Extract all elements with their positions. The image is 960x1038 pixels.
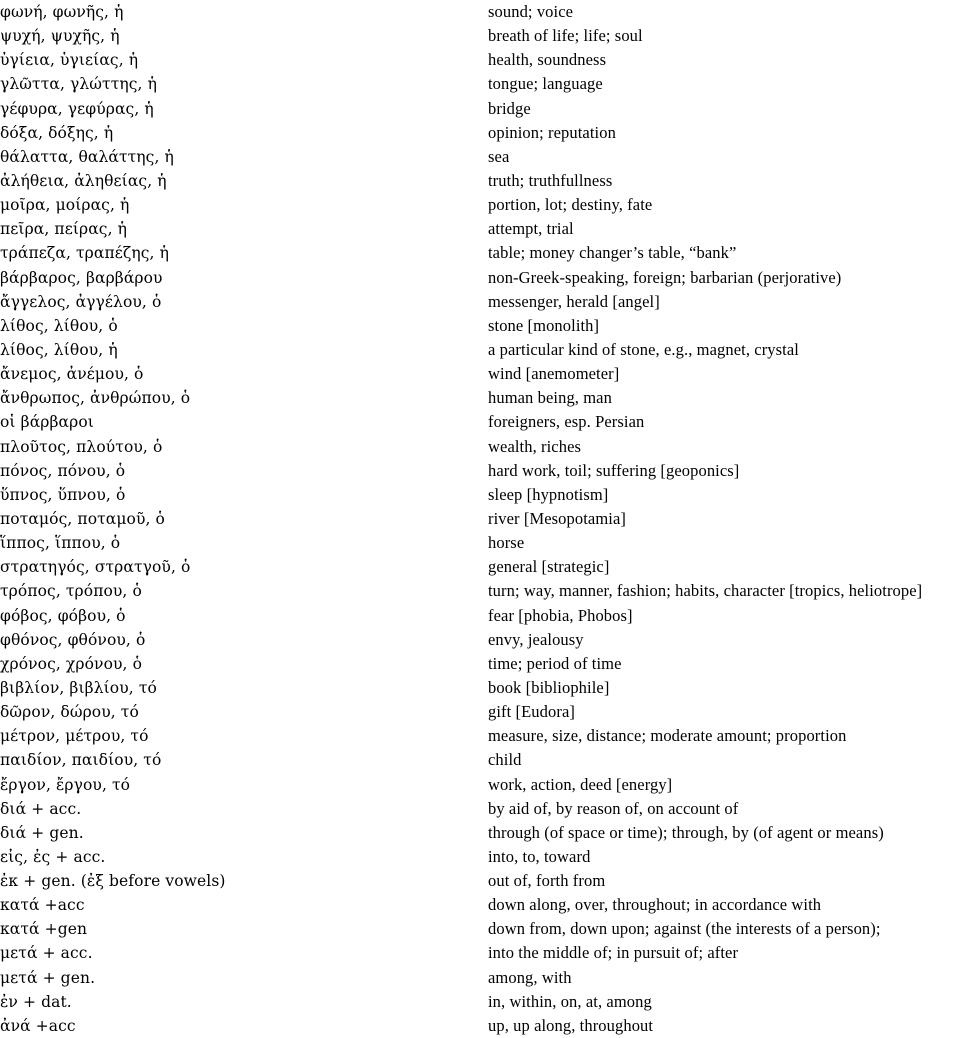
vocab-row xyxy=(0,483,960,507)
greek-term: πόνος, πόνου, ὁ xyxy=(0,461,126,480)
vocab-row xyxy=(0,362,960,386)
english-definition: sea xyxy=(488,146,510,166)
vocab-row xyxy=(0,338,960,362)
greek-term: κατά +gen xyxy=(0,920,88,939)
greek-term: χρόνος, χρόνου, ὁ xyxy=(0,654,143,673)
vocab-row xyxy=(0,72,960,96)
greek-term: δόξα, δόξης, ἡ xyxy=(0,123,114,142)
vocab-row xyxy=(0,386,960,410)
english-definition: portion, lot; destiny, fate xyxy=(488,195,653,215)
english-definition: attempt, trial xyxy=(488,219,574,239)
vocab-row xyxy=(0,97,960,121)
greek-term: ἄνθρωπος, ἀνθρώπου, ὁ xyxy=(0,389,191,408)
english-definition: opinion; reputation xyxy=(488,122,616,142)
greek-term: ἐκ + gen. (ἐξ before vowels) xyxy=(0,872,226,891)
greek-term: γέφυρα, γεφύρας, ἡ xyxy=(0,99,154,118)
english-definition: wealth, riches xyxy=(488,436,582,456)
english-definition: bridge xyxy=(488,98,531,118)
greek-term: ἔργον, ἔργου, τό xyxy=(0,775,131,794)
greek-term: στρατηγός, στρατγοῦ, ὁ xyxy=(0,558,191,577)
english-definition: table; money changer’s table, “bank” xyxy=(488,243,737,263)
greek-term: θάλαττα, θαλάττης, ἡ xyxy=(0,147,174,166)
greek-term: δῶρον, δώρου, τό xyxy=(0,703,139,722)
vocab-row xyxy=(0,145,960,169)
greek-term: πεῖρα, πείρας, ἡ xyxy=(0,220,128,239)
vocab-row xyxy=(0,966,960,990)
greek-term: ἵππος, ἵππου, ὁ xyxy=(0,534,121,553)
greek-term: διά + acc. xyxy=(0,799,82,818)
greek-term: οἱ βάρβαροι xyxy=(0,413,94,432)
vocab-row xyxy=(0,797,960,821)
greek-term: λίθος, λίθου, ὁ xyxy=(0,316,118,335)
vocab-row xyxy=(0,121,960,145)
greek-term: ἄνεμος, ἀνέμου, ὁ xyxy=(0,365,144,384)
greek-term: ψυχή, ψυχῆς, ἡ xyxy=(0,27,120,46)
english-definition: breath of life; life; soul xyxy=(488,26,643,46)
english-definition: time; period of time xyxy=(488,653,622,673)
english-definition: wind [anemometer] xyxy=(488,364,620,384)
english-definition: human being, man xyxy=(488,388,612,408)
vocab-row xyxy=(0,579,960,603)
vocab-row xyxy=(0,531,960,555)
vocab-row xyxy=(0,845,960,869)
vocab-row xyxy=(0,314,960,338)
greek-term: φωνή, φωνῆς, ἡ xyxy=(0,3,124,21)
english-definition: up, up along, throughout xyxy=(488,1015,654,1035)
vocab-row xyxy=(0,604,960,628)
vocab-row xyxy=(0,507,960,531)
english-definition: stone [monolith] xyxy=(488,315,600,335)
greek-term: ὑγίεια, ὑγιείας, ἡ xyxy=(0,51,139,70)
vocab-row xyxy=(0,266,960,290)
greek-term: ἀλήθεια, ἀληθείας, ἡ xyxy=(0,171,167,190)
vocab-row xyxy=(0,459,960,483)
greek-term: πλοῦτος, πλούτου, ὁ xyxy=(0,437,163,456)
vocab-row xyxy=(0,676,960,700)
english-definition: envy, jealousy xyxy=(488,629,584,649)
english-definition: truth; truthfullness xyxy=(488,170,613,190)
greek-term: ἄγγελος, ἀγγέλου, ὁ xyxy=(0,292,162,311)
vocab-row xyxy=(0,241,960,265)
greek-term: βάρβαρος, βαρβάρου xyxy=(0,268,163,287)
vocab-row xyxy=(0,941,960,965)
greek-term: ὕπνος, ὕπνου, ὁ xyxy=(0,485,126,504)
greek-term: βιβλίον, βιβλίου, τό xyxy=(0,678,157,697)
vocab-row xyxy=(0,628,960,652)
english-definition: messenger, herald [angel] xyxy=(488,291,660,311)
vocab-row xyxy=(0,169,960,193)
vocab-row xyxy=(0,821,960,845)
vocab-row xyxy=(0,869,960,893)
vocab-row xyxy=(0,773,960,797)
greek-term: παιδίον, παιδίου, τό xyxy=(0,751,162,770)
greek-term: μετά + acc. xyxy=(0,944,93,963)
english-definition: tongue; language xyxy=(488,74,603,94)
english-definition: foreigners, esp. Persian xyxy=(488,412,645,432)
english-definition: horse xyxy=(488,533,525,553)
greek-term: μετά + gen. xyxy=(0,968,96,987)
vocab-row xyxy=(0,724,960,748)
english-definition: into the middle of; in pursuit of; after xyxy=(488,943,739,963)
vocab-row xyxy=(0,24,960,48)
english-definition: into, to, toward xyxy=(488,846,591,866)
greek-term: μέτρον, μέτρου, τό xyxy=(0,727,149,746)
english-definition: river [Mesopotamia] xyxy=(488,508,626,528)
english-definition: down from, down upon; against (the interests of a person); xyxy=(488,919,881,939)
english-definition: work, action, deed [energy] xyxy=(488,774,673,794)
greek-term: διά + gen. xyxy=(0,823,84,842)
english-definition: measure, size, distance; moderate amount; proportion xyxy=(488,726,847,746)
greek-term: τρόπος, τρόπου, ὁ xyxy=(0,582,142,601)
english-definition: in, within, on, at, among xyxy=(488,991,652,1011)
english-definition: by aid of, by reason of, on account of xyxy=(488,798,739,818)
vocab-row xyxy=(0,1014,960,1038)
greek-term: λίθος, λίθου, ἡ xyxy=(0,340,118,359)
greek-term: ἀνά +acc xyxy=(0,1016,76,1035)
english-definition: a particular kind of stone, e.g., magnet, crystal xyxy=(488,339,799,359)
vocab-row xyxy=(0,748,960,772)
greek-term: ἐν + dat. xyxy=(0,992,72,1011)
english-definition: turn; way, manner, fashion; habits, character [tropics, heliotrope] xyxy=(488,581,923,601)
english-definition: health, soundness xyxy=(488,50,607,70)
vocab-row xyxy=(0,217,960,241)
english-definition: child xyxy=(488,750,522,770)
vocab-row xyxy=(0,48,960,72)
english-definition: among, with xyxy=(488,967,572,987)
english-definition: fear [phobia, Phobos] xyxy=(488,605,633,625)
english-definition: sleep [hypnotism] xyxy=(488,484,609,504)
english-definition: down along, over, throughout; in accordance with xyxy=(488,895,822,915)
vocab-row xyxy=(0,410,960,434)
vocab-row xyxy=(0,555,960,579)
vocab-row xyxy=(0,652,960,676)
greek-term: μοῖρα, μοίρας, ἡ xyxy=(0,196,130,215)
english-definition: gift [Eudora] xyxy=(488,702,575,722)
english-definition: sound; voice xyxy=(488,2,574,21)
vocab-row xyxy=(0,700,960,724)
vocab-row xyxy=(0,0,960,24)
greek-term: φόβος, φόβου, ὁ xyxy=(0,606,126,625)
greek-term: ποταμός, ποταμοῦ, ὁ xyxy=(0,509,165,528)
vocab-row xyxy=(0,290,960,314)
english-definition: out of, forth from xyxy=(488,871,606,891)
english-definition: through (of space or time); through, by (of agent or means) xyxy=(488,822,884,842)
greek-term: φθόνος, φθόνου, ὁ xyxy=(0,630,146,649)
greek-term: εἰς, ἐς + acc. xyxy=(0,847,106,866)
vocab-row xyxy=(0,193,960,217)
greek-term: γλῶττα, γλώττης, ἡ xyxy=(0,75,157,94)
vocab-row xyxy=(0,917,960,941)
vocab-row xyxy=(0,893,960,917)
english-definition: hard work, toil; suffering [geoponics] xyxy=(488,460,740,480)
greek-term: τράπεζα, τραπέζης, ἡ xyxy=(0,244,169,263)
greek-term: κατά +acc xyxy=(0,896,85,915)
vocab-row xyxy=(0,435,960,459)
english-definition: non-Greek-speaking, foreign; barbarian (perjorative) xyxy=(488,267,842,287)
english-definition: book [bibliophile] xyxy=(488,677,610,697)
english-definition: general [strategic] xyxy=(488,557,610,577)
vocab-row xyxy=(0,990,960,1014)
